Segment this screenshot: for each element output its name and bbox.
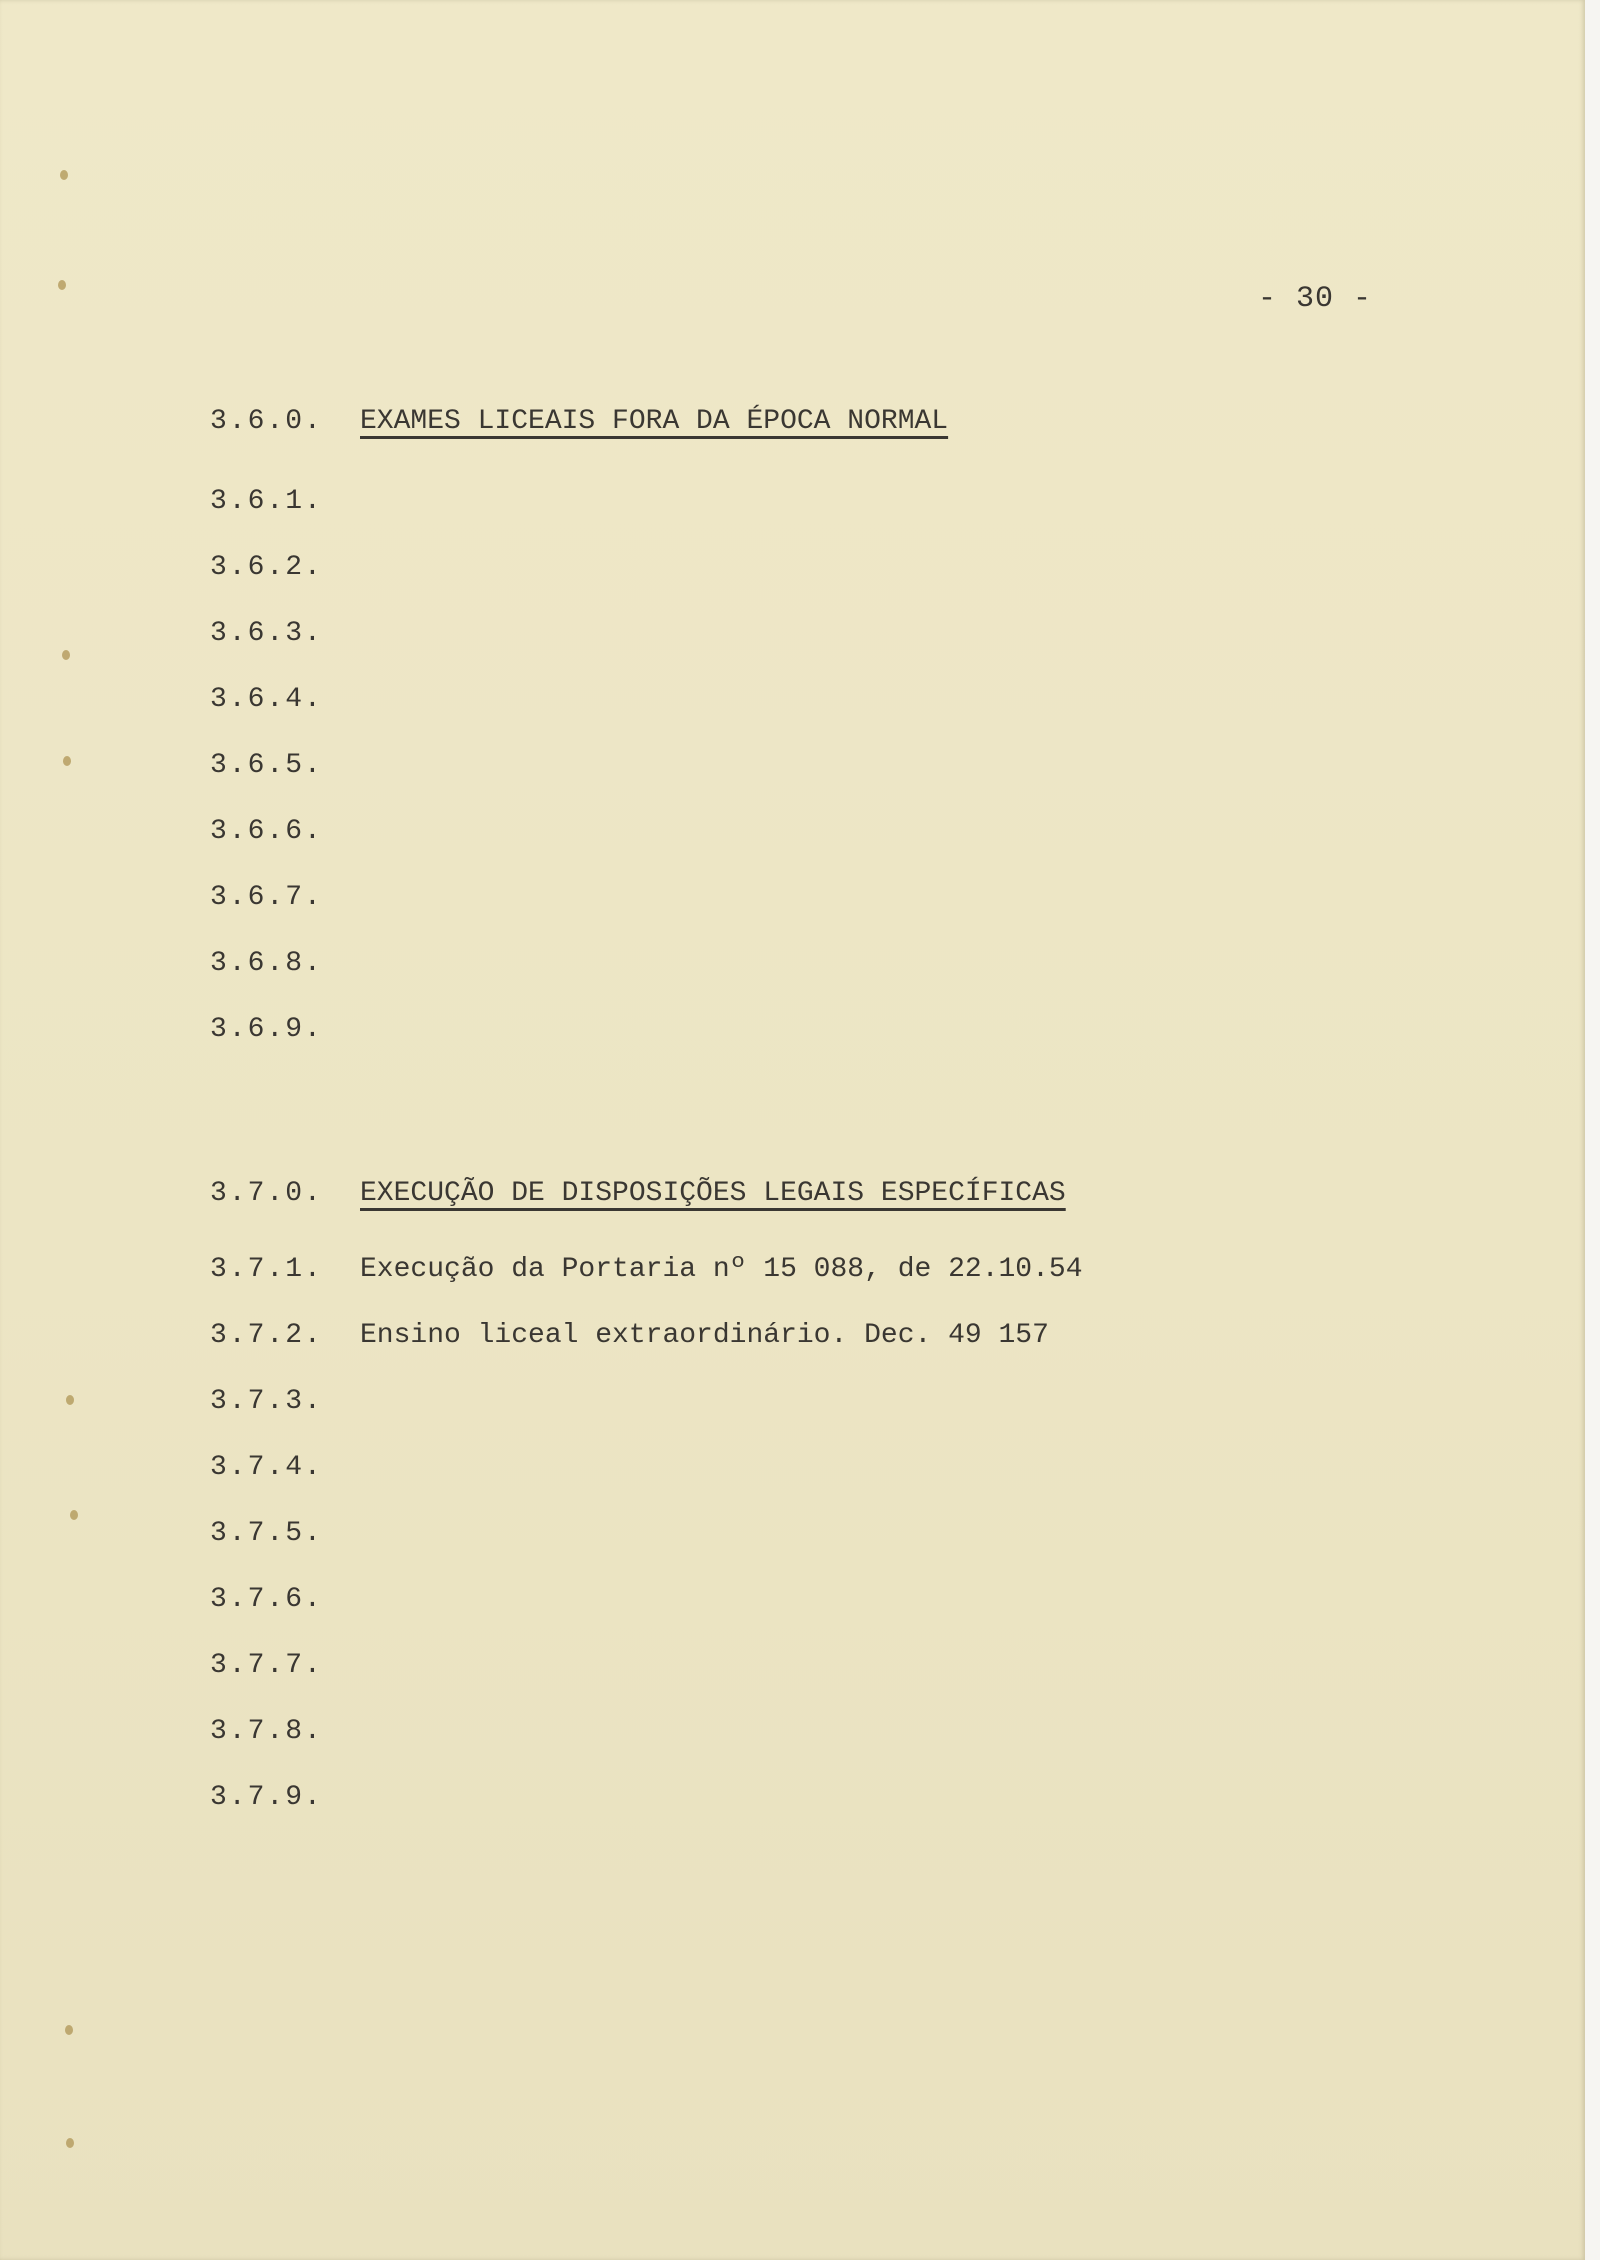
- item-number: 3.7.1.: [210, 1254, 323, 1285]
- scan-border: [1585, 0, 1600, 2260]
- page-number: - 30 -: [1258, 282, 1373, 316]
- item-number: 3.6.9.: [210, 1014, 323, 1045]
- item-number: 3.7.8.: [210, 1716, 323, 1747]
- item-number: 3.7.7.: [210, 1650, 323, 1681]
- binder-hole-mark: [70, 1510, 78, 1520]
- item-text: Ensino liceal extraordinário. Dec. 49 157: [360, 1320, 1049, 1351]
- item-number: 3.7.3.: [210, 1386, 323, 1417]
- binder-hole-mark: [66, 1395, 74, 1405]
- item-number: 3.6.8.: [210, 948, 323, 979]
- item-number: 3.6.1.: [210, 486, 323, 517]
- binder-hole-mark: [63, 756, 71, 766]
- item-number: 3.6.5.: [210, 750, 323, 781]
- binder-hole-mark: [60, 170, 68, 180]
- section-title: EXECUÇÃO DE DISPOSIÇÕES LEGAIS ESPECÍFICAS: [360, 1178, 1066, 1209]
- item-text: Execução da Portaria nº 15 088, de 22.10.54: [360, 1254, 1083, 1285]
- item-number: 3.7.6.: [210, 1584, 323, 1615]
- item-number: 3.7.4.: [210, 1452, 323, 1483]
- item-number: 3.6.3.: [210, 618, 323, 649]
- section-number: 3.7.0.: [210, 1178, 323, 1209]
- binder-hole-mark: [66, 2138, 74, 2148]
- section-number: 3.6.0.: [210, 406, 323, 437]
- item-number: 3.6.2.: [210, 552, 323, 583]
- binder-hole-mark: [62, 650, 70, 660]
- binder-hole-mark: [58, 280, 66, 290]
- item-number: 3.6.7.: [210, 882, 323, 913]
- item-number: 3.7.5.: [210, 1518, 323, 1549]
- binder-hole-mark: [65, 2025, 73, 2035]
- item-number: 3.6.6.: [210, 816, 323, 847]
- item-number: 3.6.4.: [210, 684, 323, 715]
- item-number: 3.7.2.: [210, 1320, 323, 1351]
- section-title: EXAMES LICEAIS FORA DA ÉPOCA NORMAL: [360, 406, 949, 437]
- item-number: 3.7.9.: [210, 1782, 323, 1813]
